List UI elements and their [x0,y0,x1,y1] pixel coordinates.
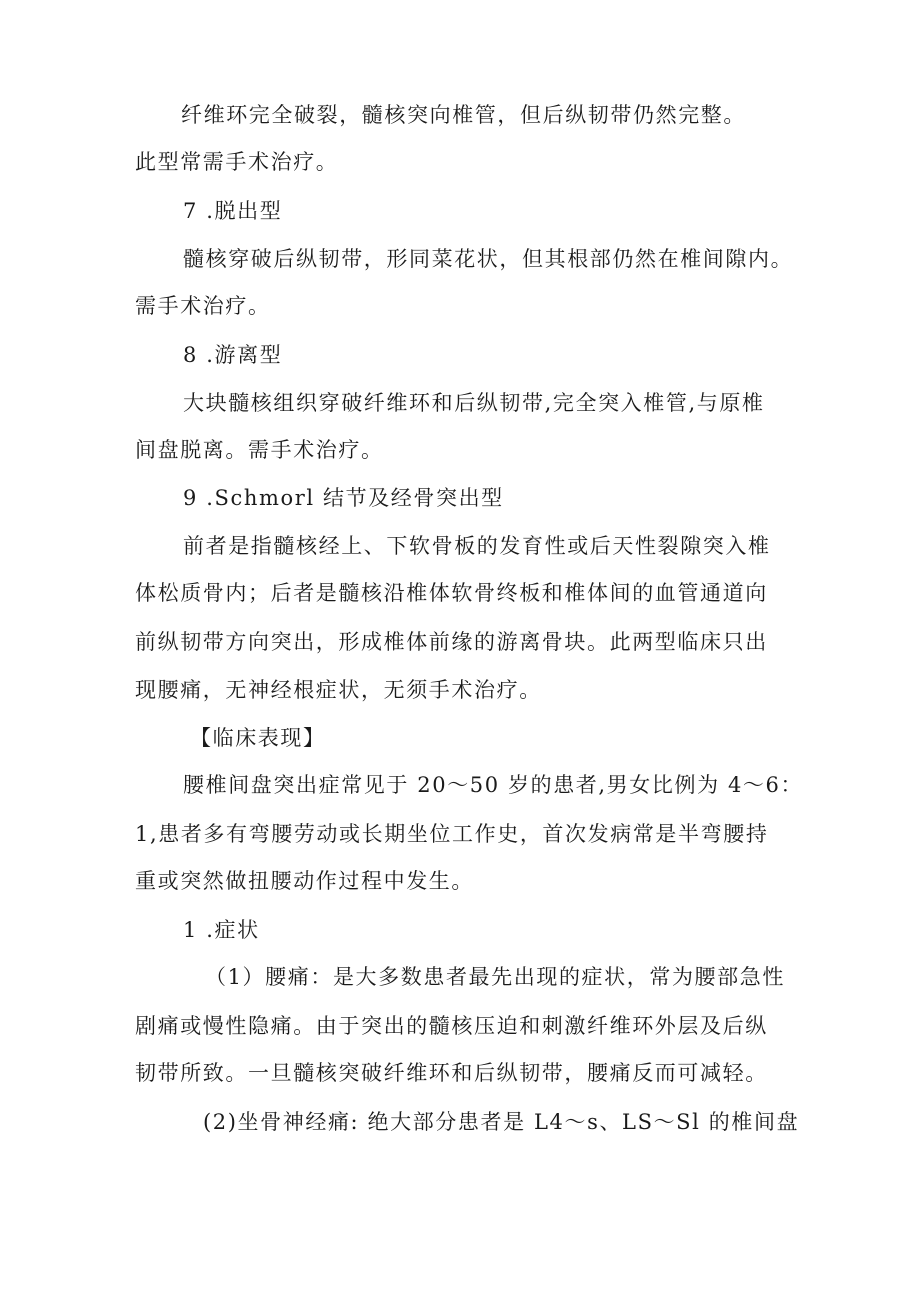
paragraph-line: 重或突然做扭腰动作过程中发生。 [135,869,474,893]
paragraph-line: 髓核穿破后纵韧带，形同菜花状，但其根部仍然在椎间隙内。 [183,247,794,271]
paragraph-line: 前纵韧带方向突出，形成椎体前缘的游离骨块。此两型临床只出 [135,630,768,654]
paragraph-line: 韧带所致。一旦髓核突破纤维环和后纵韧带，腰痛反而可减轻。 [135,1061,768,1085]
paragraph-line: (2)坐骨神经痛: 绝大部分患者是 L4～s、LS～Sl 的椎间盘 [203,1110,800,1134]
section-heading: 1 .症状 [183,918,260,942]
paragraph-line: 需手术治疗。 [135,294,271,318]
section-heading: 7 .脱出型 [183,199,283,223]
paragraph-line: 腰椎间盘突出症常见于 20～50 岁的患者,男女比例为 4～6： [183,773,804,797]
paragraph-line: 1,患者多有弯腰劳动或长期坐位工作史，首次发病常是半弯腰持 [135,822,769,846]
section-heading: 8 .游离型 [183,343,283,367]
section-heading: 【临床表现】 [190,726,326,750]
paragraph-line: 纤维环完全破裂，髓核突向椎管，但后纵韧带仍然完整。 [181,103,746,127]
paragraph-line: （1）腰痛：是大多数患者最先出现的症状，常为腰部急性 [205,965,785,989]
paragraph-line: 间盘脱离。需手术治疗。 [135,438,384,462]
paragraph-line: 剧痛或慢性隐痛。由于突出的髓核压迫和刺激纤维环外层及后纵 [135,1014,768,1038]
paragraph-line: 体松质骨内；后者是髓核沿椎体软骨终板和椎体间的血管通道向 [135,581,768,605]
paragraph-line: 现腰痛，无神经根症状，无须手术治疗。 [135,678,542,702]
section-heading: 9 .Schmorl 结节及经骨突出型 [183,486,504,510]
paragraph-line: 大块髓核组织穿破纤维环和后纵韧带,完全突入椎管,与原椎 [183,391,765,415]
paragraph-line: 此型常需手术治疗。 [135,150,339,174]
paragraph-line: 前者是指髓核经上、下软骨板的发育性或后天性裂隙突入椎 [183,534,771,558]
